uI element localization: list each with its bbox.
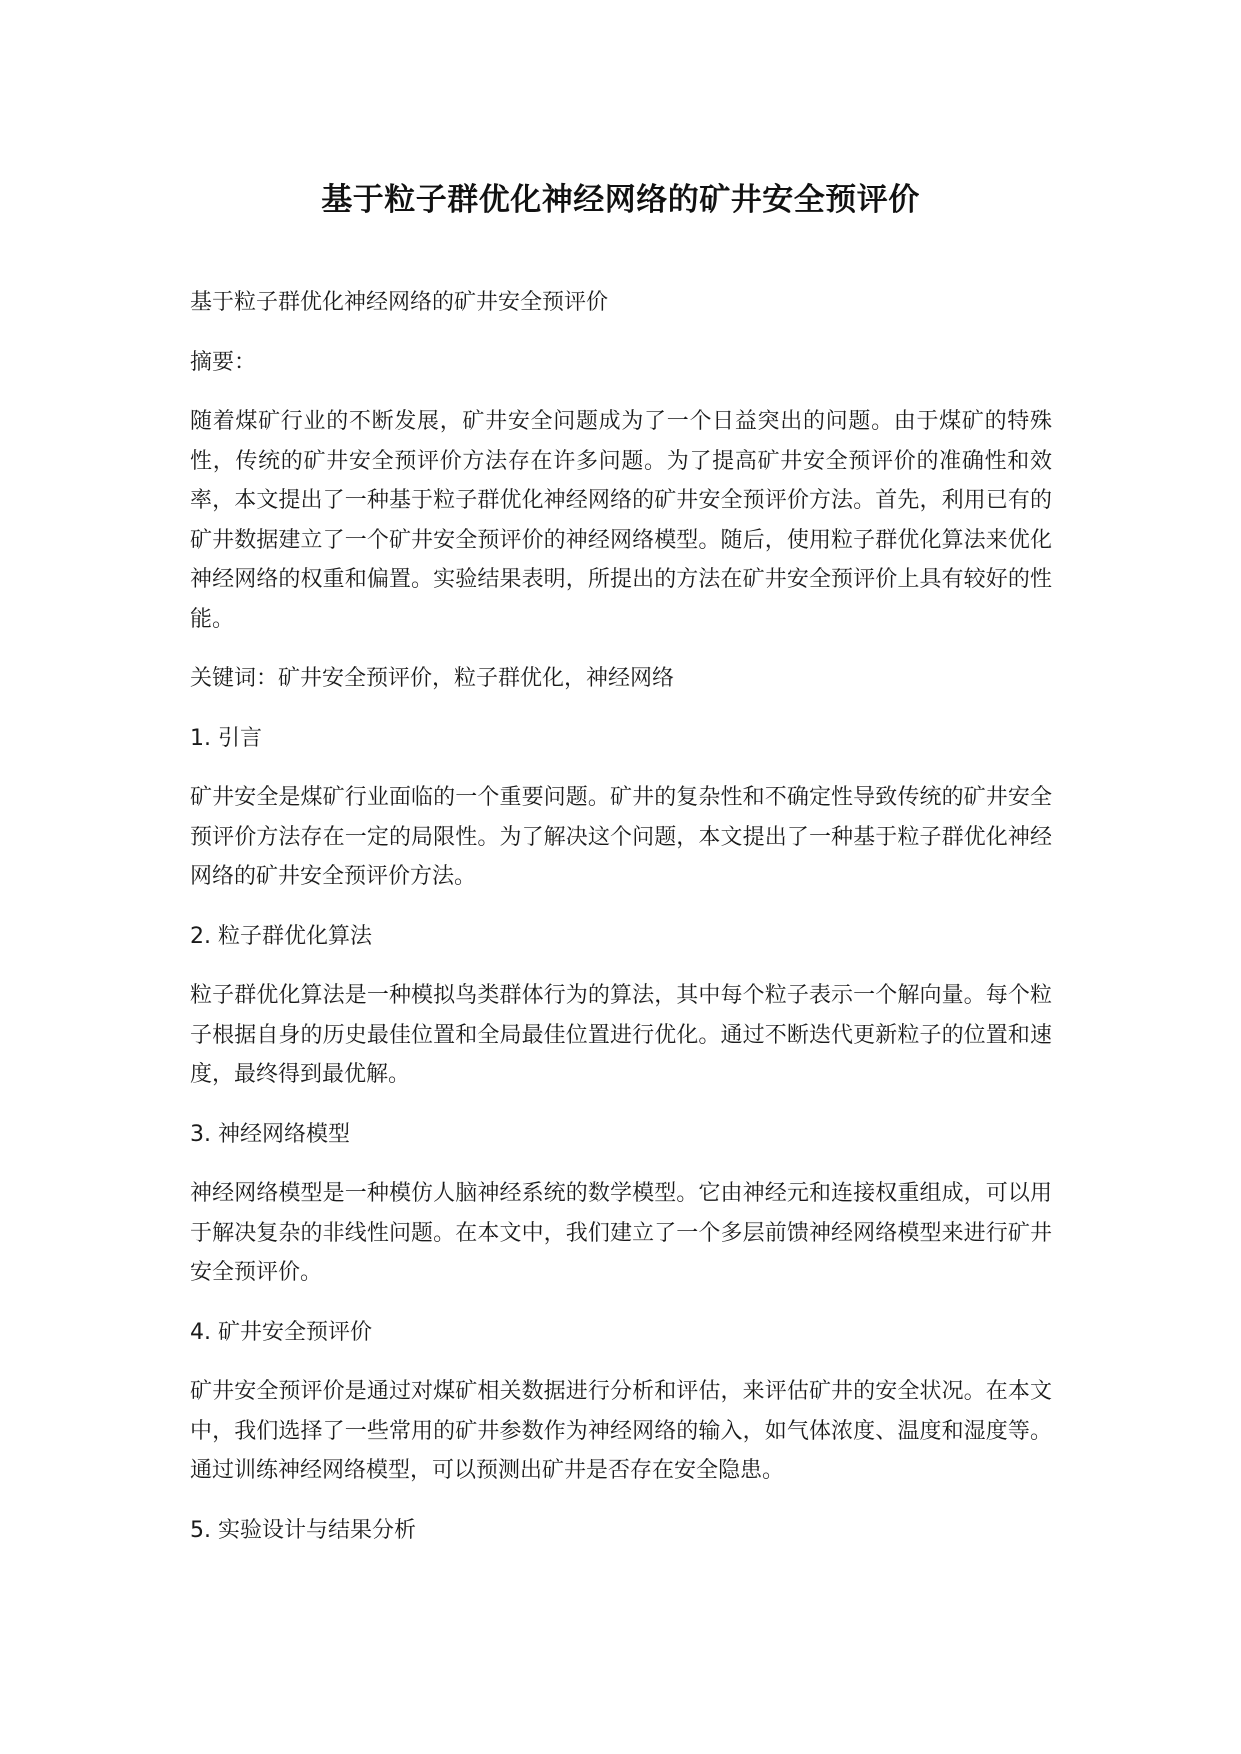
section-body-4: 矿井安全预评价是通过对煤矿相关数据进行分析和评估，来评估矿井的安全状况。在本文中，我们选择了一些常用的矿井参数作为神经网络的输入，如气体浓度、温度和湿度等。通过训练神经网络模型，可以预测出矿井是否存在安全隐患。: [190, 1379, 1052, 1483]
section-heading-4: 4. 矿井安全预评价: [190, 1319, 372, 1345]
section-body-3: 神经网络模型是一种模仿人脑神经系统的数学模型。它由神经元和连接权重组成，可以用于解决复杂的非线性问题。在本文中，我们建立了一个多层前馈神经网络模型来进行矿井安全预评价。: [190, 1181, 1052, 1285]
section-body-1: 矿井安全是煤矿行业面临的一个重要问题。矿井的复杂性和不确定性导致传统的矿井安全预评价方法存在一定的局限性。为了解决这个问题，本文提出了一种基于粒子群优化神经网络的矿井安全预评价方法。: [190, 785, 1052, 889]
section-heading-2: 2. 粒子群优化算法: [190, 923, 372, 949]
section-heading-5: 5. 实验设计与结果分析: [190, 1517, 416, 1543]
section-heading-3: 3. 神经网络模型: [190, 1121, 350, 1147]
keywords-line: 关键词：矿井安全预评价，粒子群优化，神经网络: [190, 666, 675, 691]
document-subtitle: 基于粒子群优化神经网络的矿井安全预评价: [190, 290, 609, 315]
section-body-2: 粒子群优化算法是一种模拟鸟类群体行为的算法，其中每个粒子表示一个解向量。每个粒子根据自身的历史最佳位置和全局最佳位置进行优化。通过不断迭代更新粒子的位置和速度，最终得到最优解。: [190, 983, 1052, 1087]
section-heading-1: 1. 引言: [190, 725, 262, 751]
abstract-label: 摘要：: [190, 349, 257, 375]
abstract-paragraph: 随着煤矿行业的不断发展，矿井安全问题成为了一个日益突出的问题。由于煤矿的特殊性，传统的矿井安全预评价方法存在许多问题。为了提高矿井安全预评价的准确性和效率，本文提出了一种基于粒子群优化神经网络的矿井安全预评价方法。首先，利用已有的矿井数据建立了一个矿井安全预评价的神经网络模型。随后，使用粒子群优化算法来优化神经网络的权重和偏置。实验结果表明，所提出的方法在矿井安全预评价上具有较好的性能。: [190, 409, 1052, 632]
document-title: 基于粒子群优化神经网络的矿井安全预评价: [321, 182, 920, 218]
document-body: [190, 283, 1052, 1570]
